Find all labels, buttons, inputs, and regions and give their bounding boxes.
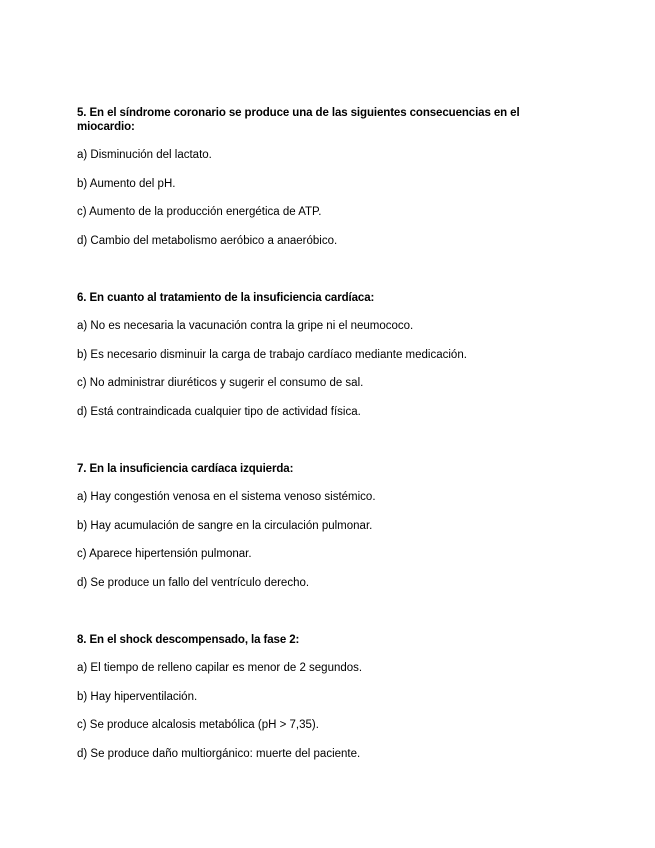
question-title: 5. En el síndrome coronario se produce una de las siguientes consecuencias en el miocardio:	[77, 107, 520, 133]
option-a: a) El tiempo de relleno capilar es menor de 2 segundos.	[77, 662, 363, 674]
option-c: c) Aparece hipertensión pulmonar.	[77, 548, 252, 561]
option-d: d) Cambio del metabolismo aeróbico a anaeróbico.	[77, 234, 338, 247]
option-a: a) No es necesaria la vacunación contra la gripe ni el neumococo.	[77, 320, 414, 332]
question-title: 8. En el shock descompensado, la fase 2:	[77, 634, 300, 646]
question-title: 7. En la insuficiencia cardíaca izquierda:	[77, 463, 294, 475]
question-title: 6. En cuanto al tratamiento de la insuficiencia cardíaca:	[77, 292, 375, 304]
question-7	[77, 462, 557, 604]
question-8	[77, 633, 557, 775]
option-d: d) Se produce un fallo del ventrículo derecho.	[77, 576, 310, 589]
question-5	[77, 106, 557, 262]
option-a: a) Hay congestión venosa en el sistema venoso sistémico.	[77, 491, 376, 503]
question-6	[77, 291, 557, 433]
option-b: b) Hay acumulación de sangre en la circulación pulmonar.	[77, 519, 373, 532]
option-b: b) Aumento del pH.	[77, 177, 176, 190]
option-c: c) Se produce alcalosis metabólica (pH > 7,35).	[77, 719, 319, 732]
option-c: c) No administrar diuréticos y sugerir el consumo de sal.	[77, 377, 364, 390]
option-d: d) Está contraindicada cualquier tipo de actividad física.	[77, 405, 361, 418]
option-b: b) Es necesario disminuir la carga de trabajo cardíaco mediante medicación.	[77, 348, 467, 361]
option-a: a) Disminución del lactato.	[77, 149, 212, 161]
option-d: d) Se produce daño multiorgánico: muerte del paciente.	[77, 747, 361, 760]
option-c: c) Aumento de la producción energética de ATP.	[77, 206, 322, 219]
option-b: b) Hay hiperventilación.	[77, 690, 198, 703]
